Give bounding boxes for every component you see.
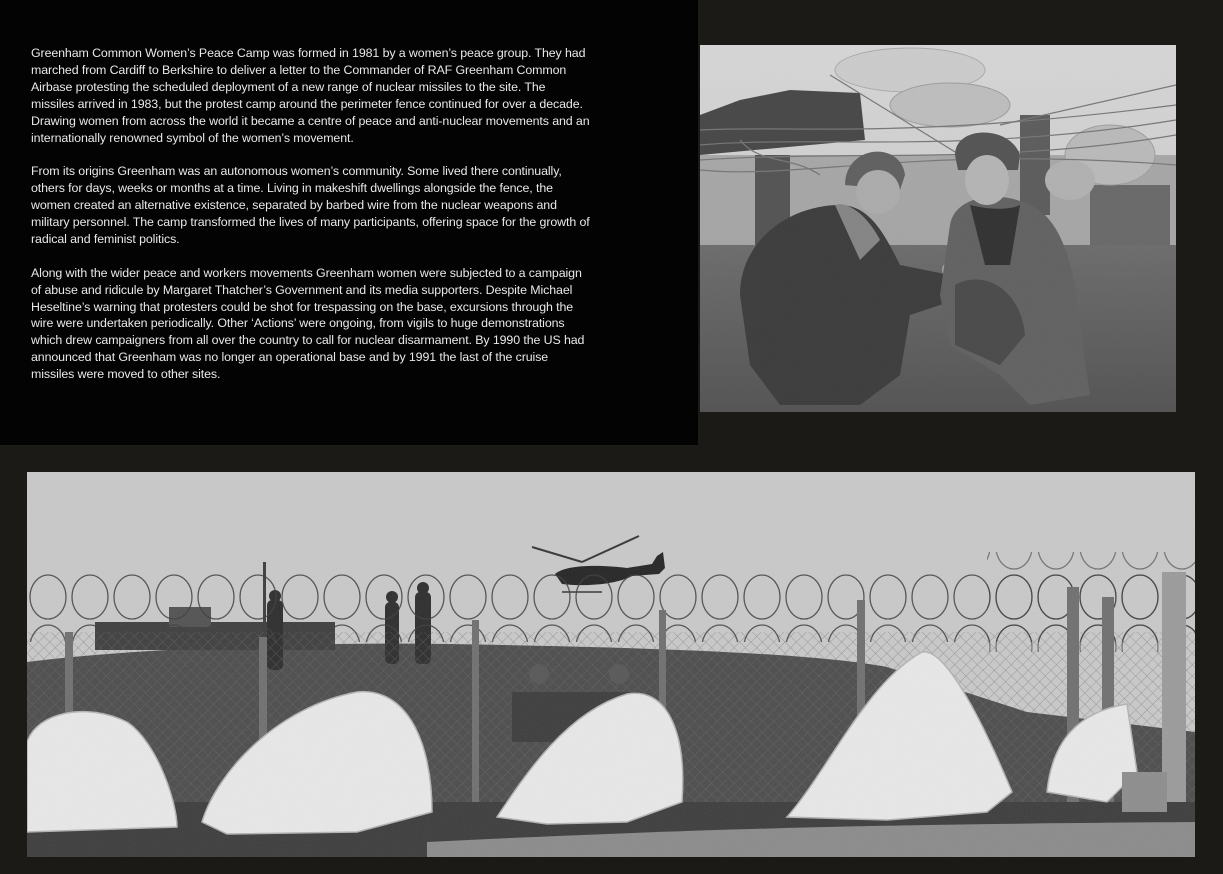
- photo-two-women: [700, 45, 1176, 412]
- text-panel: [0, 0, 698, 445]
- paragraph-origins: Greenham Common Women’s Peace Camp was formed in 1981 by a women’s peace group. They had marched from Cardiff to Berkshire to deliver a letter to the Commander of RAF Greenham Common Airbase protesting the scheduled deployment of a new range of nuclear missiles to the site. The missiles arrived in 1983, but the protest camp around the perimeter fence continued for over a decade. Drawing women from across the world it became a centre of peace and anti-nuclear movements and an internationally renowned symbol of the women’s movement.: [31, 46, 590, 145]
- article-body: [31, 45, 591, 400]
- paragraph-community: From its origins Greenham was an autonomous women’s community. Some lived there continually, others for days, weeks or months at a time. Living in makeshift dwellings alongside the fence, the women created an alternative existence, separated by barbed wire from the nuclear weapons and military personnel. The camp transformed the lives of many participants, offering space for the growth of radical and feminist politics.: [31, 164, 590, 246]
- photo-two-women-image: [700, 45, 1176, 412]
- photo-perimeter-fence-image: [27, 472, 1195, 857]
- photo-perimeter-fence: [27, 472, 1195, 857]
- paragraph-campaign: Along with the wider peace and workers movements Greenham women were subjected to a campaign of abuse and ridicule by Margaret Thatcher’s Government and its media supporters. Despite Michael Heseltine’s warning that protesters could be shot for trespassing on the base, excursions through the wire were undertaken periodically. Other ‘Actions’ were ongoing, from vigils to huge demonstrations which drew campaigners from all over the country to call for nuclear disarmament. By 1990 the US had announced that Greenham was no longer an operational base and by 1991 the last of the cruise missiles were moved to other sites.: [31, 265, 585, 382]
